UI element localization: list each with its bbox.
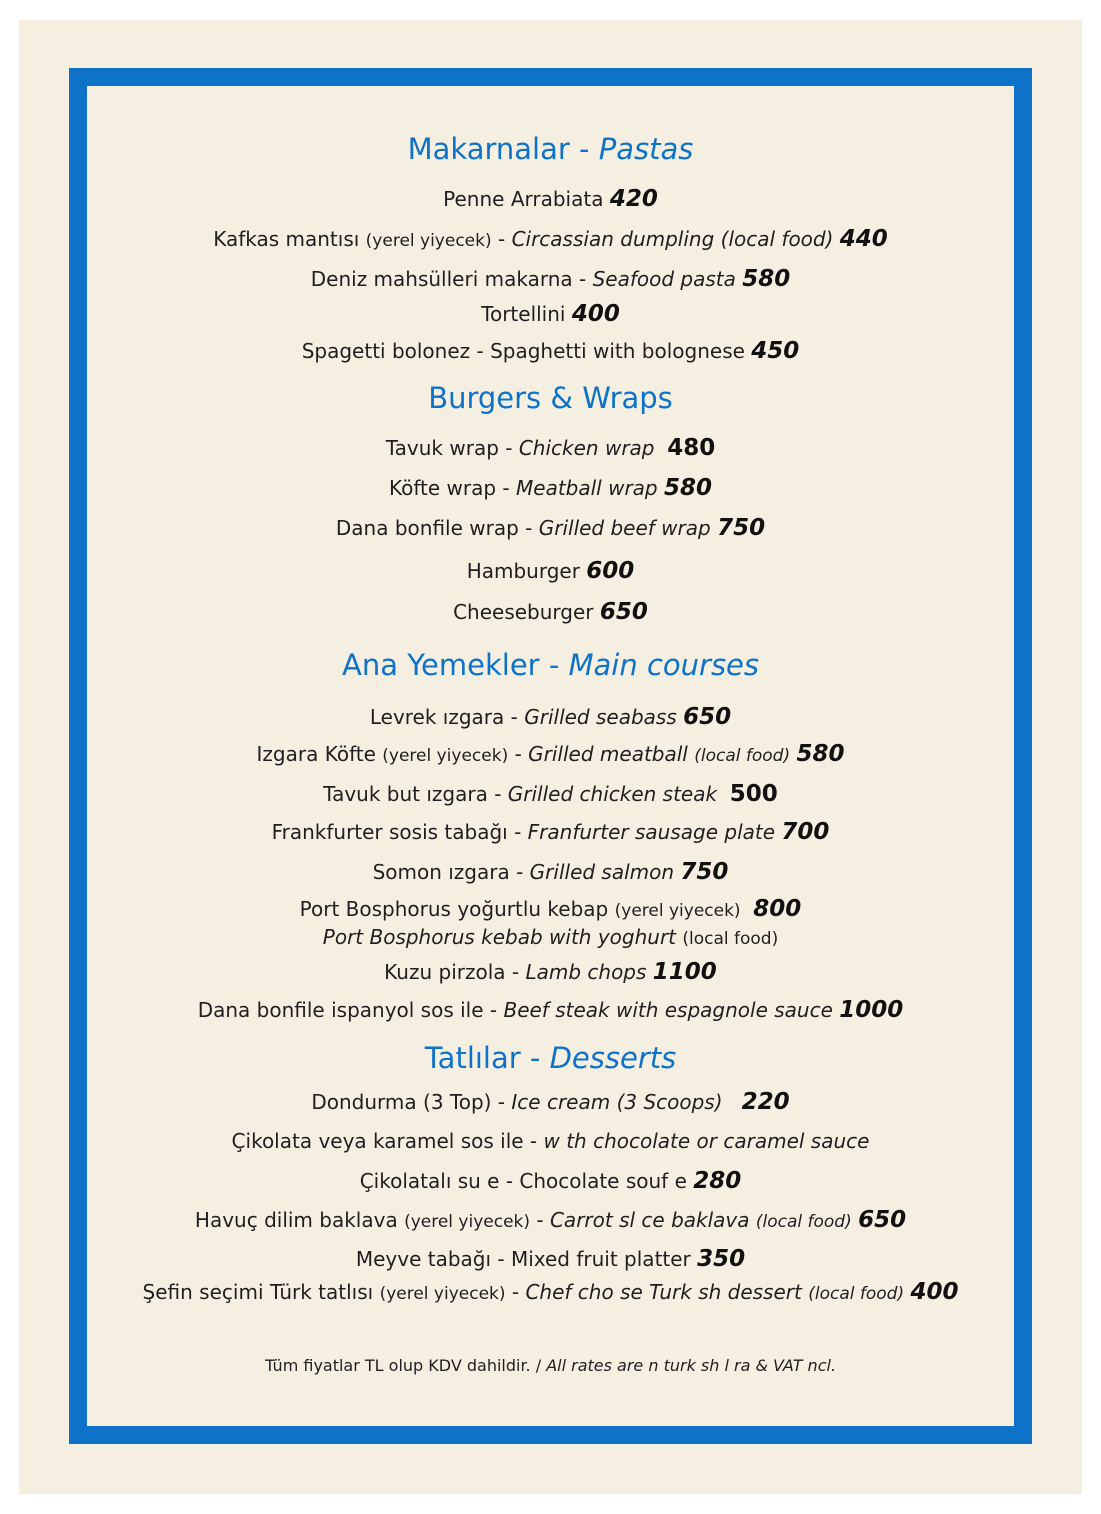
item-name-tr: Penne Arrabiata <box>443 187 604 211</box>
menu-item: Tavuk wrap - Chicken wrap 480 <box>385 435 716 461</box>
item-note-tr: (yerel yiyecek) <box>365 231 492 251</box>
menu-item: Dana bonfile wrap - Grilled beef wrap 750 <box>335 515 766 541</box>
menu-item: Izgara Köfte (yerel yiyecek) - Grilled meatball (local food) 580 <box>256 741 845 767</box>
menu-item <box>0 895 1101 925</box>
item-note-tr: (yerel yiyecek) <box>404 1212 531 1232</box>
item-name-en: Grilled beef wrap <box>538 516 711 540</box>
item-price: 580 <box>796 741 845 767</box>
item-name-en: Lamb chops <box>525 960 647 984</box>
item-price: 580 <box>664 475 713 501</box>
item-name-en: Franfurter sausage plate <box>527 820 776 844</box>
item-name-en: Meatball wrap <box>516 476 658 500</box>
heading-tr: Ana Yemekler <box>341 648 540 682</box>
item-note-en: (local food) <box>694 746 791 766</box>
heading-tr: Makarnalar <box>407 132 570 166</box>
item-price: 1100 <box>652 959 717 985</box>
item-name-tr: Kafkas mantısı <box>213 227 360 251</box>
item-name-en: Ice cream (3 Scoops) <box>511 1090 723 1114</box>
item-price: 350 <box>697 1246 746 1272</box>
item-price: 750 <box>680 859 729 885</box>
item-name-tr: Levrek ızgara <box>369 705 505 729</box>
menu-item <box>0 1245 1101 1273</box>
item-name-tr: Tortellini <box>481 302 566 326</box>
item-name-tr: Cheeseburger <box>453 600 594 624</box>
item-name-tr: Dondurma (3 Top) <box>311 1090 492 1114</box>
item-price: 420 <box>609 186 658 212</box>
item-price: 400 <box>910 1279 959 1305</box>
item-name-tr: Meyve tabağı - Mixed fruit platter <box>355 1247 691 1271</box>
item-price: 600 <box>586 558 635 584</box>
item-name-en: Port Bosphorus kebab with yoghurt <box>322 925 677 949</box>
item-name-tr: Dana bonfile wrap <box>335 516 519 540</box>
menu-item: Köfte wrap - Meatball wrap 580 <box>388 475 713 501</box>
heading-en: Pastas <box>598 132 694 166</box>
heading-en: Desserts <box>549 1041 677 1075</box>
heading-tr: Tatlılar <box>424 1041 521 1075</box>
item-name-en: Grilled seabass <box>524 705 677 729</box>
disclaimer-tr: Tüm fiyatlar TL olup KDV dahildir. <box>264 1356 531 1375</box>
menu-item: Tavuk but ızgara - Grilled chicken steak 500 <box>323 781 778 807</box>
menu-item: Şefin seçimi Türk tatlısı (yerel yiyecek) - Chef cho se Turk sh dessert (local food) 400 <box>142 1279 959 1305</box>
item-name-tr: Izgara Köfte <box>256 742 376 766</box>
item-price: 650 <box>683 704 732 730</box>
item-name-en: Grilled meatball <box>528 742 688 766</box>
menu-item <box>0 185 1101 213</box>
item-note-en: (local food) <box>808 1284 905 1304</box>
item-name-tr: Kuzu pirzola <box>384 960 506 984</box>
item-note-tr: (yerel yiyecek) <box>382 746 509 766</box>
heading-tr: Burgers & Wraps <box>428 381 673 415</box>
item-name-tr: Tavuk but ızgara <box>323 782 488 806</box>
item-price: 700 <box>781 819 830 845</box>
menu-item-translation <box>0 923 1101 953</box>
menu-item <box>0 300 1101 328</box>
item-name-en: Beef steak with espagnole sauce <box>503 998 833 1022</box>
item-name-tr: Deniz mahsülleri makarna <box>310 267 573 291</box>
item-price: 650 <box>858 1207 907 1233</box>
menu-item: Çikolata veya karamel sos ile - w th chocolate or caramel sauce <box>231 1129 870 1153</box>
heading-en: Main courses <box>568 648 760 682</box>
item-name-tr: Port Bosphorus yoğurtlu kebap <box>299 897 609 921</box>
disclaimer-en: All rates are n turk sh l ra & VAT ncl. <box>546 1356 837 1375</box>
menu-item: Somon ızgara - Grilled salmon 750 <box>372 859 729 885</box>
item-name-en: w th chocolate or caramel sauce <box>543 1129 870 1153</box>
item-note-en: (local food) <box>755 1212 852 1232</box>
section-heading-pastas: Makarnalar - Pastas <box>407 132 694 166</box>
item-name-en: Grilled salmon <box>529 860 675 884</box>
menu-item: Dondurma (3 Top) - Ice cream (3 Scoops) 220 <box>311 1089 790 1115</box>
item-name-en: Chicken wrap <box>518 436 655 460</box>
menu-item: Kafkas mantısı (yerel yiyecek) - Circassian dumpling (local food) 440 <box>213 226 888 252</box>
menu-item: Havuç dilim baklava (yerel yiyecek) - Carrot sl ce baklava (local food) 650 <box>194 1207 907 1233</box>
item-price: 220 <box>741 1089 790 1115</box>
item-name-en: Grilled chicken steak <box>507 782 718 806</box>
item-name-tr: Dana bonfile ispanyol sos ile <box>197 998 484 1022</box>
item-price: 800 <box>753 896 802 922</box>
item-name-tr: Frankfurter sosis tabağı <box>271 820 508 844</box>
item-name-tr: Tavuk wrap <box>385 436 499 460</box>
item-price: 450 <box>751 338 800 364</box>
item-name-tr: Havuç dilim baklava <box>194 1208 398 1232</box>
menu-item <box>0 557 1101 585</box>
item-price: 650 <box>599 599 648 625</box>
menu-item: Levrek ızgara - Grilled seabass 650 <box>369 704 732 730</box>
item-name-tr: Köfte wrap <box>388 476 497 500</box>
item-name-en: Circassian dumpling (local food) <box>511 227 834 251</box>
item-name-tr: Çikolatalı su e - Chocolate souf e <box>359 1169 687 1193</box>
item-name-tr: Hamburger <box>466 559 580 583</box>
item-note-tr: (yerel yiyecek) <box>379 1284 506 1304</box>
menu-item <box>0 337 1101 365</box>
item-price: 440 <box>839 226 888 252</box>
item-name-tr: Çikolata veya karamel sos ile <box>231 1129 524 1153</box>
item-price: 580 <box>742 266 791 292</box>
section-heading-main-courses: Ana Yemekler - Main courses <box>341 648 760 682</box>
item-price: 750 <box>717 515 766 541</box>
item-note-tr: (yerel yiyecek) <box>614 901 741 921</box>
menu-item: Kuzu pirzola - Lamb chops 1100 <box>384 959 717 985</box>
menu-item: Dana bonfile ispanyol sos ile - Beef steak with espagnole sauce 1000 <box>197 997 904 1023</box>
item-note-en: (local food) <box>682 929 779 949</box>
section-heading-burgers-wraps <box>0 380 1101 416</box>
item-name-en: Chef cho se Turk sh dessert <box>525 1280 802 1304</box>
section-heading-desserts: Tatlılar - Desserts <box>424 1041 677 1075</box>
item-price: 1000 <box>839 997 904 1023</box>
item-name-en: Seafood pasta <box>592 267 736 291</box>
menu-item: Frankfurter sosis tabağı - Franfurter sausage plate 700 <box>271 819 830 845</box>
item-name-en: Carrot sl ce baklava <box>549 1208 750 1232</box>
item-name-tr: Somon ızgara <box>372 860 510 884</box>
item-name-tr: Spagetti bolonez - Spaghetti with bolognese <box>301 339 745 363</box>
item-name-tr: Şefin seçimi Türk tatlısı <box>142 1280 374 1304</box>
menu-item: Deniz mahsülleri makarna - Seafood pasta 580 <box>310 266 791 292</box>
price-disclaimer: Tüm fiyatlar TL olup KDV dahildir. / All rates are n turk sh l ra & VAT ncl. <box>264 1356 837 1375</box>
menu-item <box>0 598 1101 626</box>
menu-item <box>0 1167 1101 1195</box>
item-price: 280 <box>693 1168 742 1194</box>
item-price: 400 <box>571 301 620 327</box>
item-price: 500 <box>729 781 778 807</box>
item-price: 480 <box>667 435 716 461</box>
